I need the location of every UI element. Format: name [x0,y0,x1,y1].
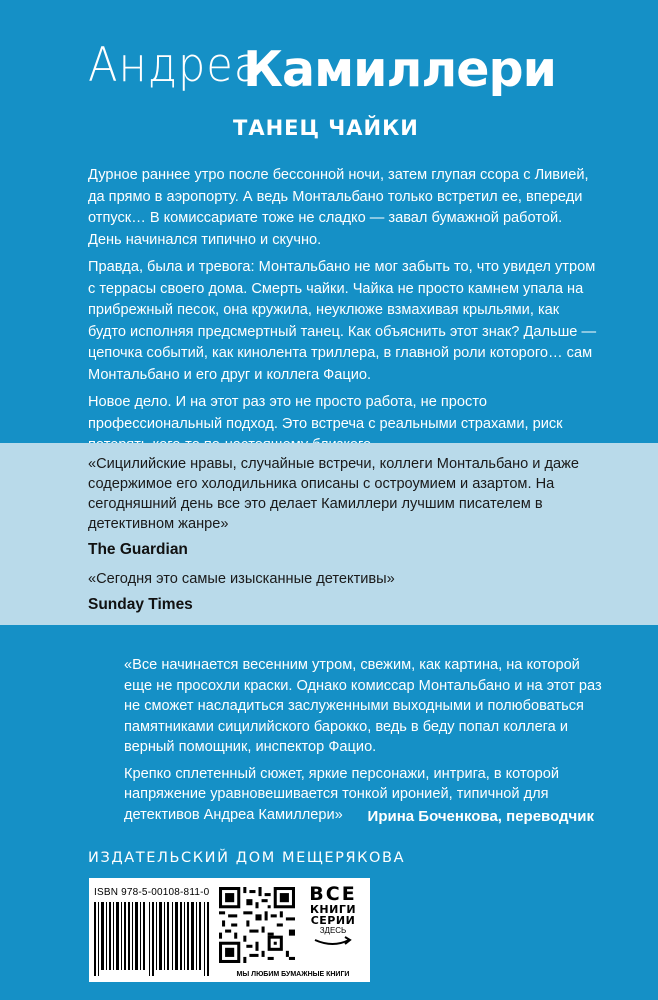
description-paragraph: Новое дело. И на этот раз это не просто работа, не просто профессиональный подход. Это встреча с реальными страхами, риск [88,394,563,432]
translator-review [124,655,602,831]
isbn-number: ISBN 978-5-00108-811-0 [94,887,210,898]
author-first-name: Андреа [88,38,262,93]
author-name [88,38,556,98]
qr-code-icon [219,887,295,963]
description-paragraph: Правда, была и тревога: Монтальбано не мог забыть то, что увидел утром с террасы своего дома. Смерть чайки. Чайка не просто камнем упала на прибрежный песок, она кружила, неуклюже взмахивая крыльями, как будто исполняя предсмертный танец. Как объяснить этот знак? Дальше — цепочка событий, как кинолента триллера, в главной роли которого… сам Монтальбано и его друг и коллега Фацио. [88,259,597,383]
barcode-icon [94,902,212,976]
book-description [88,165,598,463]
series-logo [301,884,365,953]
quote-source: The Guardian [88,541,188,558]
press-quote [88,569,588,615]
series-logo-line: ЗДЕСЬ [319,926,347,935]
barcode-panel [89,878,370,982]
quote-text: «Сегодня это самые изысканные детективы» [88,571,395,587]
arrow-icon [313,936,353,948]
quote-text: «Сицилийские нравы, случайные встречи, коллеги Монтальбано и даже содержимое его холодильника описаны с остроумием и азартом. На сегодняшний день все это делает Камиллери лучшим писателем в детективном жанре» [88,456,580,532]
author-last-name: Камиллери [243,41,556,98]
description-paragraph: Дурное раннее утро после бессонной ночи, затем глупая ссора с Ливией, да прямо в аэропорту. А ведь Монтальбано только встретил ее, впереди отпуск… В комиссариате тоже не сладко — завал бумажной работой. День начинался типично и скучно. [88,167,589,248]
press-quotes-band [0,443,658,625]
book-title: ТАНЕЦ ЧАЙКИ [233,116,419,140]
series-logo-line: КНИГИ [309,903,357,916]
quote-source: Sunday Times [88,596,193,613]
tagline: МЫ ЛЮБИМ БУМАЖНЫЕ КНИГИ [236,971,350,978]
review-paragraph: «Все начинается весенним утром, свежим, как картина, на которой еще не просохли краски. Однако комиссар Монтальбано и на этот раз не сможет насладиться заслуженными выходными и полюбоваться памятниками сицилийского барокко, ведь в беду попал коллега и верный помощник, инспектор Фацио. [124,657,602,755]
review-author: Ирина Боченкова, переводчик [367,808,594,825]
press-quote [88,454,588,560]
series-logo-line: ВСЕ [309,883,357,905]
series-logo-line: СЕРИИ [310,914,356,927]
review-paragraph: Крепко сплетенный сюжет, яркие персонажи, интрига, в которой напряжение уравновешивается тонкой иронией, типичной для детективов Андреа Камиллери» [124,765,560,823]
publisher-name: ИЗДАТЕЛЬСКИЙ ДОМ МЕЩЕРЯКОВА [88,850,406,866]
